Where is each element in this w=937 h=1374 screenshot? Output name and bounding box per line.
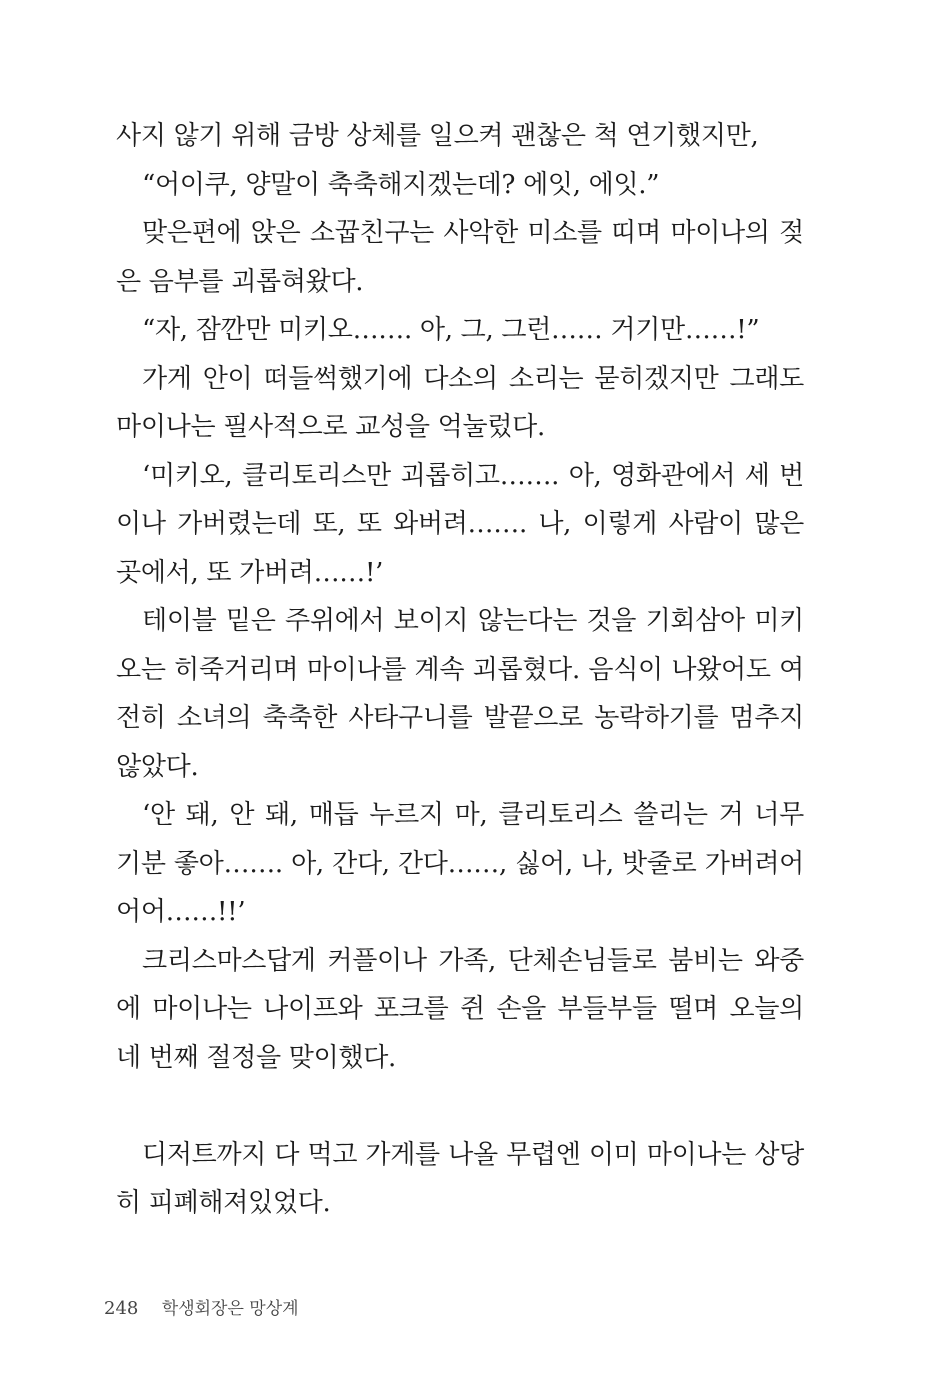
paragraph: “자, 잠깐만 미키오……. 아, 그, 그런…… 거기만……!”: [142, 315, 760, 345]
paragraph: 디저트까지 다 먹고 가게를 나올 무렵엔 이미 마이나는 상당히 피폐해져있었다.: [116, 1139, 804, 1218]
paragraph: 크리스마스답게 커플이나 가족, 단체손님들로 붐비는 와중에 마이나는 나이프와 포크를 쥔 손을 부들부들 떨며 오늘의 네 번째 절정을 맞이했다.: [116, 945, 804, 1073]
paragraph: ‘미키오, 클리토리스만 괴롭히고……. 아, 영화관에서 세 번이나 가버렸는데 또, 또 와버려……. 나, 이렇게 사람이 많은 곳에서, 또 가버려……!’: [116, 460, 804, 588]
paragraph: 가게 안이 떠들썩했기에 다소의 소리는 묻히겠지만 그래도 마이나는 필사적으로 교성을 억눌렀다.: [116, 363, 804, 442]
paragraph: ‘안 돼, 안 돼, 매듭 누르지 마, 클리토리스 쓸리는 거 너무 기분 좋아……. 아, 간다, 간다……, 싫어, 나, 밧줄로 가버려어어어……!!’: [116, 800, 804, 927]
page-footer: [104, 1294, 299, 1319]
paragraph: 사지 않기 위해 금방 상체를 일으켜 괜찮은 척 연기했지만,: [116, 121, 759, 151]
section-break: [116, 1082, 804, 1131]
paragraph: “어이쿠, 양말이 축축해지겠는데? 에잇, 에잇.”: [142, 169, 660, 200]
book-title: 학생회장은 망상계: [161, 1299, 299, 1319]
paragraph: 테이블 밑은 주위에서 보이지 않는다는 것을 기회삼아 미키오는 히죽거리며 마이나를 계속 괴롭혔다. 음식이 나왔어도 여전히 소녀의 축축한 사타구니를 발끝으로 농락하기를 멈추지 않았다.: [116, 606, 804, 782]
body-text: [116, 112, 804, 1228]
paragraph: 맞은편에 앉은 소꿉친구는 사악한 미소를 띠며 마이나의 젖은 음부를 괴롭혀왔다.: [116, 218, 804, 297]
page-number: 248: [104, 1298, 139, 1319]
